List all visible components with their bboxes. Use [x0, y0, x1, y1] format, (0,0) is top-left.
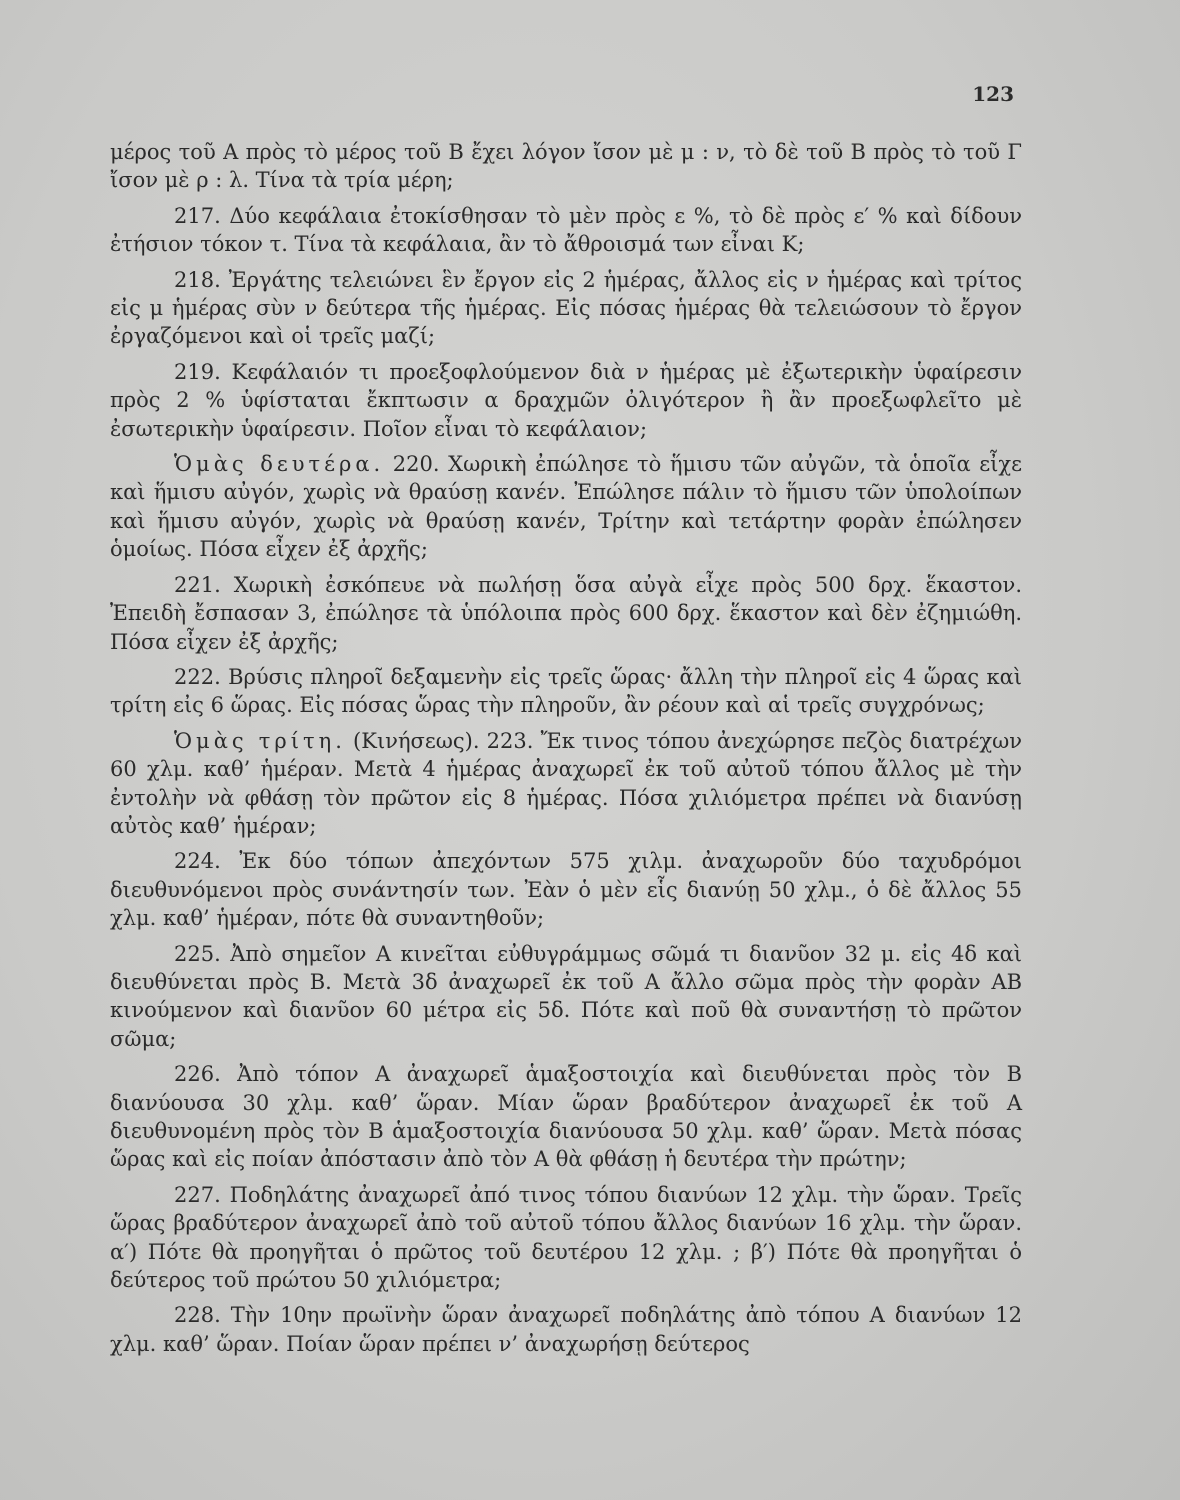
group-heading-second: Ὁμὰς δευτέρα. [174, 452, 385, 477]
page-number: 123 [972, 82, 1014, 106]
problem-219: 219. Κεφάλαιόν τι προεξοφλούμενον διὰ ν ἡμέρας μὲ ἐξωτερικὴν ὑφαίρεσιν πρὸς 2 % ὑφίσταται ἔκπτωσιν α δραχμῶν ὀλιγότερον ἢ ἂν προεξωφλεῖτο μὲ ἐσωτερικὴν ὑφαίρεσιν. Ποῖον εἶναι τὸ κεφάλαιον; [110, 359, 1022, 441]
group-heading-third: Ὁμὰς τρίτη. [174, 728, 346, 753]
problem-226: 226. Ἀπὸ τόπον Α ἀναχωρεῖ ἁμαξοστοιχία καὶ διευθύνεται πρὸς τὸν Β διανύουσα 30 χλμ. καθ’ ὥραν. Μίαν ὥραν βραδύτερον ἀναχωρεῖ ἐκ τοῦ Α διευθυνομένη πρὸς τὸν Β ἁμαξοστοιχία διανύουσα 50 χλμ. καθ’ ὥραν. Μετὰ πόσας ὥρας καὶ εἰς ποίαν ἀπόστασιν ἀπὸ τὸν Α θὰ φθάσῃ ἡ δευτέρα τὴν πρώτην; [110, 1062, 1022, 1172]
paragraph-continuation: μέρος τοῦ Α πρὸς τὸ μέρος τοῦ Β ἔχει λόγον ἴσον μὲ μ : ν, τὸ δὲ τοῦ Β πρὸς τὸ τοῦ Γ ἴσον μὲ ρ : λ. Τίνα τὰ τρία μέρη; [110, 140, 1022, 193]
problem-220-text: 220. Χωρικὴ ἐπώλησε τὸ ἥμισυ τῶν αὐγῶν, τὰ ὁποῖα εἶχε καὶ ἥμισυ αὐγόν, χωρὶς νὰ θραύσῃ κανέν. Ἐπώλησε πάλιν τὸ ἥμισυ τῶν ὑπολοίπων καὶ ἥμισυ αὐγόν, χωρὶς νὰ θραύσῃ κανέν, Τρίτην καὶ τετάρτην φορὰν ἐπώλησεν ὁμοίως. Πόσα εἶχεν ἐξ ἀρχῆς; [110, 452, 1022, 562]
problem-224: 224. Ἐκ δύο τόπων ἀπεχόντων 575 χιλμ. ἀναχωροῦν δύο ταχυδρόμοι διευθυνόμενοι πρὸς συνάντησίν των. Ἐὰν ὁ μὲν εἷς διανύῃ 50 χλμ., ὁ δὲ ἄλλος 55 χλμ. καθ’ ἡμέραν, πότε θὰ συναντηθοῦν; [110, 849, 1022, 931]
problem-220 [110, 450, 1022, 564]
page-text [110, 138, 1022, 1365]
problem-225: 225. Ἀπὸ σημεῖον Α κινεῖται εὐθυγράμμως σῶμά τι διανῦον 32 μ. εἰς 4δ καὶ διευθύνεται πρὸς Β. Μετὰ 3δ ἀναχωρεῖ ἐκ τοῦ Α ἄλλο σῶμα πρὸς τὴν φορὰν ΑΒ κινούμενον καὶ διανῦον 60 μέτρα εἰς 5δ. Πότε καὶ ποῦ θὰ συναντήσῃ τὸ πρῶτον σῶμα; [110, 941, 1022, 1051]
problem-228: 228. Τὴν 10ην πρωϊνὴν ὥραν ἀναχωρεῖ ποδηλάτης ἀπὸ τόπου Α διανύων 12 χλμ. καθ’ ὥραν. Ποίαν ὥραν πρέπει ν’ ἀναχωρήσῃ δεύτερος [110, 1303, 1022, 1356]
problem-218: 218. Ἐργάτης τελειώνει ἓν ἔργον εἰς 2 ἡμέρας, ἄλλος εἰς ν ἡμέρας καὶ τρίτος εἰς μ ἡμέρας σὺν ν δεύτερα τῆς ἡμέρας. Εἰς πόσας ἡμέρας θὰ τελειώσουν τὸ ἔργον ἐργαζόμενοι καὶ οἱ τρεῖς μαζί; [110, 267, 1022, 349]
problem-217: 217. Δύο κεφάλαια ἐτοκίσθησαν τὸ μὲν πρὸς ε %, τὸ δὲ πρὸς ε′ % καὶ δίδουν ἐτήσιον τόκον τ. Τίνα τὰ κεφάλαια, ἂν τὸ ἄθροισμά των εἶναι Κ; [110, 203, 1022, 257]
problem-223-text: (Κινήσεως). 223. Ἔκ τινος τόπου ἀνεχώρησε πεζὸς διατρέχων 60 χλμ. καθ’ ἡμέραν. Μετὰ 4 ἡμέρας ἀναχωρεῖ ἐκ τοῦ αὐτοῦ τόπου ἄλλος μὲ τὴν ἐντολὴν νὰ φθάσῃ τὸν πρῶτον εἰς 8 ἡμέρας. Πόσα χιλιόμετρα πρέπει νὰ διανύσῃ αὐτὸς καθ’ ἡμέραν; [110, 728, 1023, 838]
problem-222: 222. Βρύσις πληροῖ δεξαμενὴν εἰς τρεῖς ὥρας· ἄλλη τὴν πληροῖ εἰς 4 ὥρας καὶ τρίτη εἰς 6 ὥρας. Εἰς πόσας ὥρας τὴν πληροῦν, ἂν ρέουν καὶ αἱ τρεῖς συγχρόνως; [110, 664, 1022, 718]
problem-223 [110, 727, 1022, 841]
problem-221: 221. Χωρικὴ ἐσκόπευε νὰ πωλήσῃ ὅσα αὐγὰ εἶχε πρὸς 500 δρχ. ἕκαστον. Ἐπειδὴ ἔσπασαν 3, ἐπώλησε τὰ ὑπόλοιπα πρὸς 600 δρχ. ἕκαστον καὶ δὲν ἐζημιώθη. Πόσα εἶχεν ἐξ ἀρχῆς; [110, 572, 1022, 654]
problem-227: 227. Ποδηλάτης ἀναχωρεῖ ἀπό τινος τόπου διανύων 12 χλμ. τὴν ὥραν. Τρεῖς ὥρας βραδύτερον ἀναχωρεῖ ἀπὸ τοῦ αὐτοῦ τόπου ἄλλος διανύων 16 χλμ. τὴν ὥραν. α′) Πότε θὰ προηγῆται ὁ πρῶτος τοῦ δευτέρου 12 χλμ. ; β′) Πότε θὰ προηγῆται ὁ δεύτερος τοῦ πρώτου 50 χιλιόμετρα; [110, 1182, 1022, 1293]
